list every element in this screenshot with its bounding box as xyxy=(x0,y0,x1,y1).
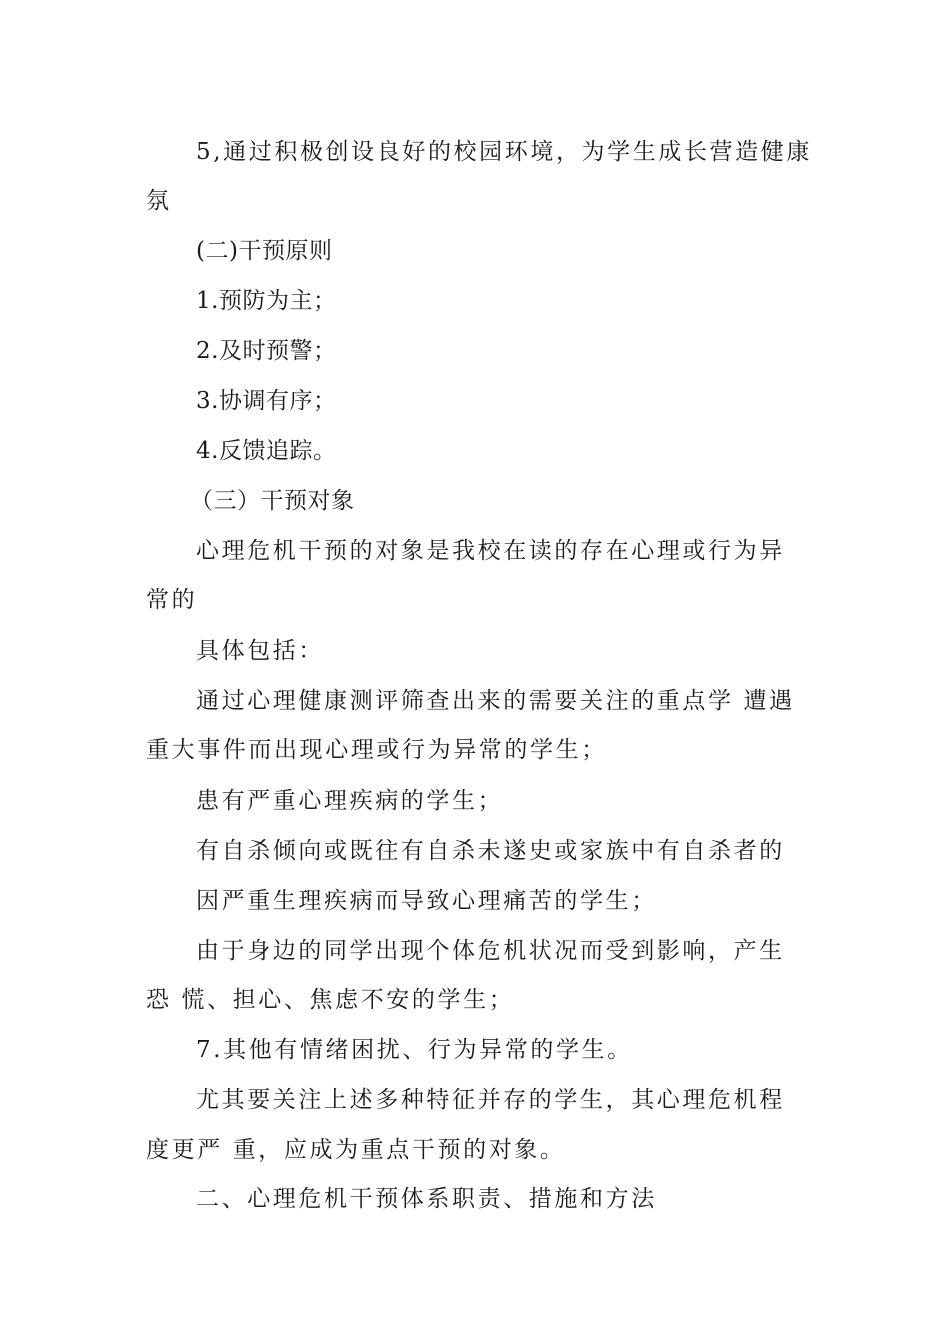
list-item: 3.协调有序； xyxy=(196,388,337,414)
paragraph-line: 度更严 重，应成为重点干预的对象。 xyxy=(146,1137,566,1163)
paragraph-line: 恐 慌、担心、焦虑不安的学生； xyxy=(146,987,515,1013)
paragraph-line: 7.其他有情绪困扰、行为异常的学生。 xyxy=(196,1037,633,1063)
paragraph-line: 因严重生理疾病而导致心理痛苦的学生； xyxy=(196,888,657,914)
section-heading: (二)干预原则 xyxy=(196,238,333,264)
paragraph-line: 重大事件而出现心理或行为异常的学生； xyxy=(146,737,607,763)
paragraph-line: 常的 xyxy=(146,587,198,613)
paragraph-line: 5,通过积极创设良好的校园环境，为学生成长营造健康 xyxy=(196,139,812,165)
section-heading: 二、心理危机干预体系职责、措施和方法 xyxy=(196,1186,657,1212)
section-heading: （三）干预对象 xyxy=(190,488,355,514)
paragraph-line: 由于身边的同学出现个体危机状况而受到影响，产生 xyxy=(196,938,785,964)
list-item: 4.反馈追踪。 xyxy=(196,438,337,464)
paragraph-line: 通过心理健康测评筛查出来的需要关注的重点学 遭遇 xyxy=(196,688,795,714)
list-item: 2.及时预警； xyxy=(196,338,337,364)
paragraph-line: 有自杀倾向或既往有自杀未遂史或家族中有自杀者的 xyxy=(196,838,785,864)
paragraph-line: 具体包括： xyxy=(196,638,324,664)
list-item: 1.预防为主； xyxy=(196,288,337,314)
paragraph-line: 氛 xyxy=(146,188,172,214)
paragraph-line: 心理危机干预的对象是我校在读的存在心理或行为异 xyxy=(196,538,785,564)
paragraph-line: 患有严重心理疾病的学生； xyxy=(196,788,504,814)
paragraph-line: 尤其要关注上述多种特征并存的学生，其心理危机程 xyxy=(196,1087,785,1113)
